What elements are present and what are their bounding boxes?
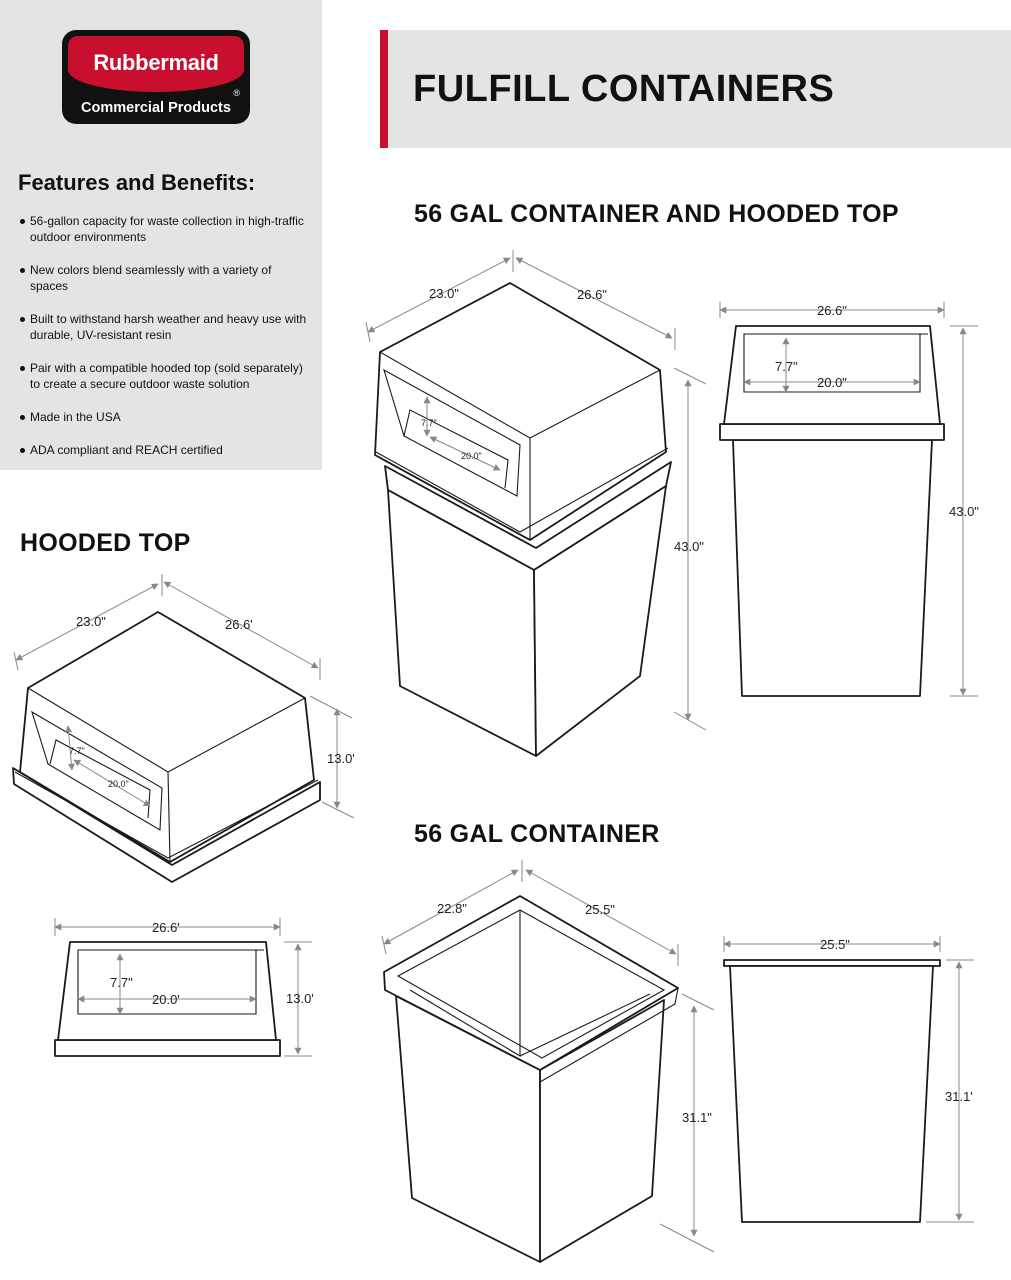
section-title-hooded-top: HOODED TOP — [20, 529, 191, 557]
section-title-container: 56 GAL CONTAINER — [414, 820, 660, 848]
page-title: FULFILL CONTAINERS — [413, 68, 835, 110]
container-iso-depth-label: 22.8" — [437, 901, 467, 916]
hooded-top-front-opening-width-label: 20.0' — [152, 992, 180, 1007]
feature-item: Built to withstand harsh weather and heavy use with durable, UV-resistant resin — [20, 311, 310, 343]
combo-iso-depth-label: 23.0" — [429, 286, 459, 301]
combo-front-width-label: 26.6" — [817, 303, 847, 318]
combo-front-opening-width-label: 20.0" — [817, 375, 847, 390]
hooded-top-front-width-label: 26.6' — [152, 920, 180, 935]
combo-iso-width-label: 26.6" — [577, 287, 607, 302]
section-title-container-and-top: 56 GAL CONTAINER AND HOODED TOP — [414, 200, 899, 228]
hooded-top-isometric-drawing — [13, 612, 320, 882]
container-isometric-drawing — [384, 896, 678, 1262]
hooded-top-iso-width-label: 26.6' — [225, 617, 253, 632]
features-title: Features and Benefits: — [18, 170, 256, 195]
logo-registered-mark: ® — [233, 88, 240, 98]
feature-item: ADA compliant and REACH certified — [20, 442, 310, 458]
hooded-top-iso-opening-width-label: 20.0" — [108, 779, 129, 789]
hooded-top-iso-opening-height-label: 7.7" — [69, 746, 85, 756]
logo-subtitle: Commercial Products — [81, 100, 231, 116]
combo-isometric-drawing — [375, 283, 671, 756]
container-front-height-label: 31.1' — [945, 1089, 973, 1104]
feature-item: 56-gallon capacity for waste collection in high-traffic outdoor environments — [20, 213, 310, 245]
hooded-top-front-height-label: 13.0' — [286, 991, 314, 1006]
combo-iso-opening-height-label: 7.7" — [421, 418, 437, 428]
combo-front-opening-height-label: 7.7" — [775, 359, 798, 374]
feature-item: New colors blend seamlessly with a variety of spaces — [20, 262, 310, 294]
container-front-width-label: 25.5" — [820, 937, 850, 952]
hooded-top-iso-height-label: 13.0' — [327, 751, 355, 766]
hooded-top-iso-depth-label: 23.0" — [76, 614, 106, 629]
hooded-top-front-opening-height-label: 7.7" — [110, 975, 133, 990]
feature-item: Made in the USA — [20, 409, 310, 425]
logo-brand-text: Rubbermaid — [93, 50, 219, 75]
feature-item: Pair with a compatible hooded top (sold separately) to create a secure outdoor waste solution — [20, 360, 310, 392]
combo-iso-height-label: 43.0" — [674, 539, 704, 554]
container-front-drawing — [724, 960, 940, 1222]
container-iso-height-label: 31.1" — [682, 1110, 712, 1125]
container-iso-width-label: 25.5" — [585, 902, 615, 917]
combo-front-height-label: 43.0" — [949, 504, 979, 519]
combo-iso-opening-width-label: 20.0" — [461, 451, 482, 461]
